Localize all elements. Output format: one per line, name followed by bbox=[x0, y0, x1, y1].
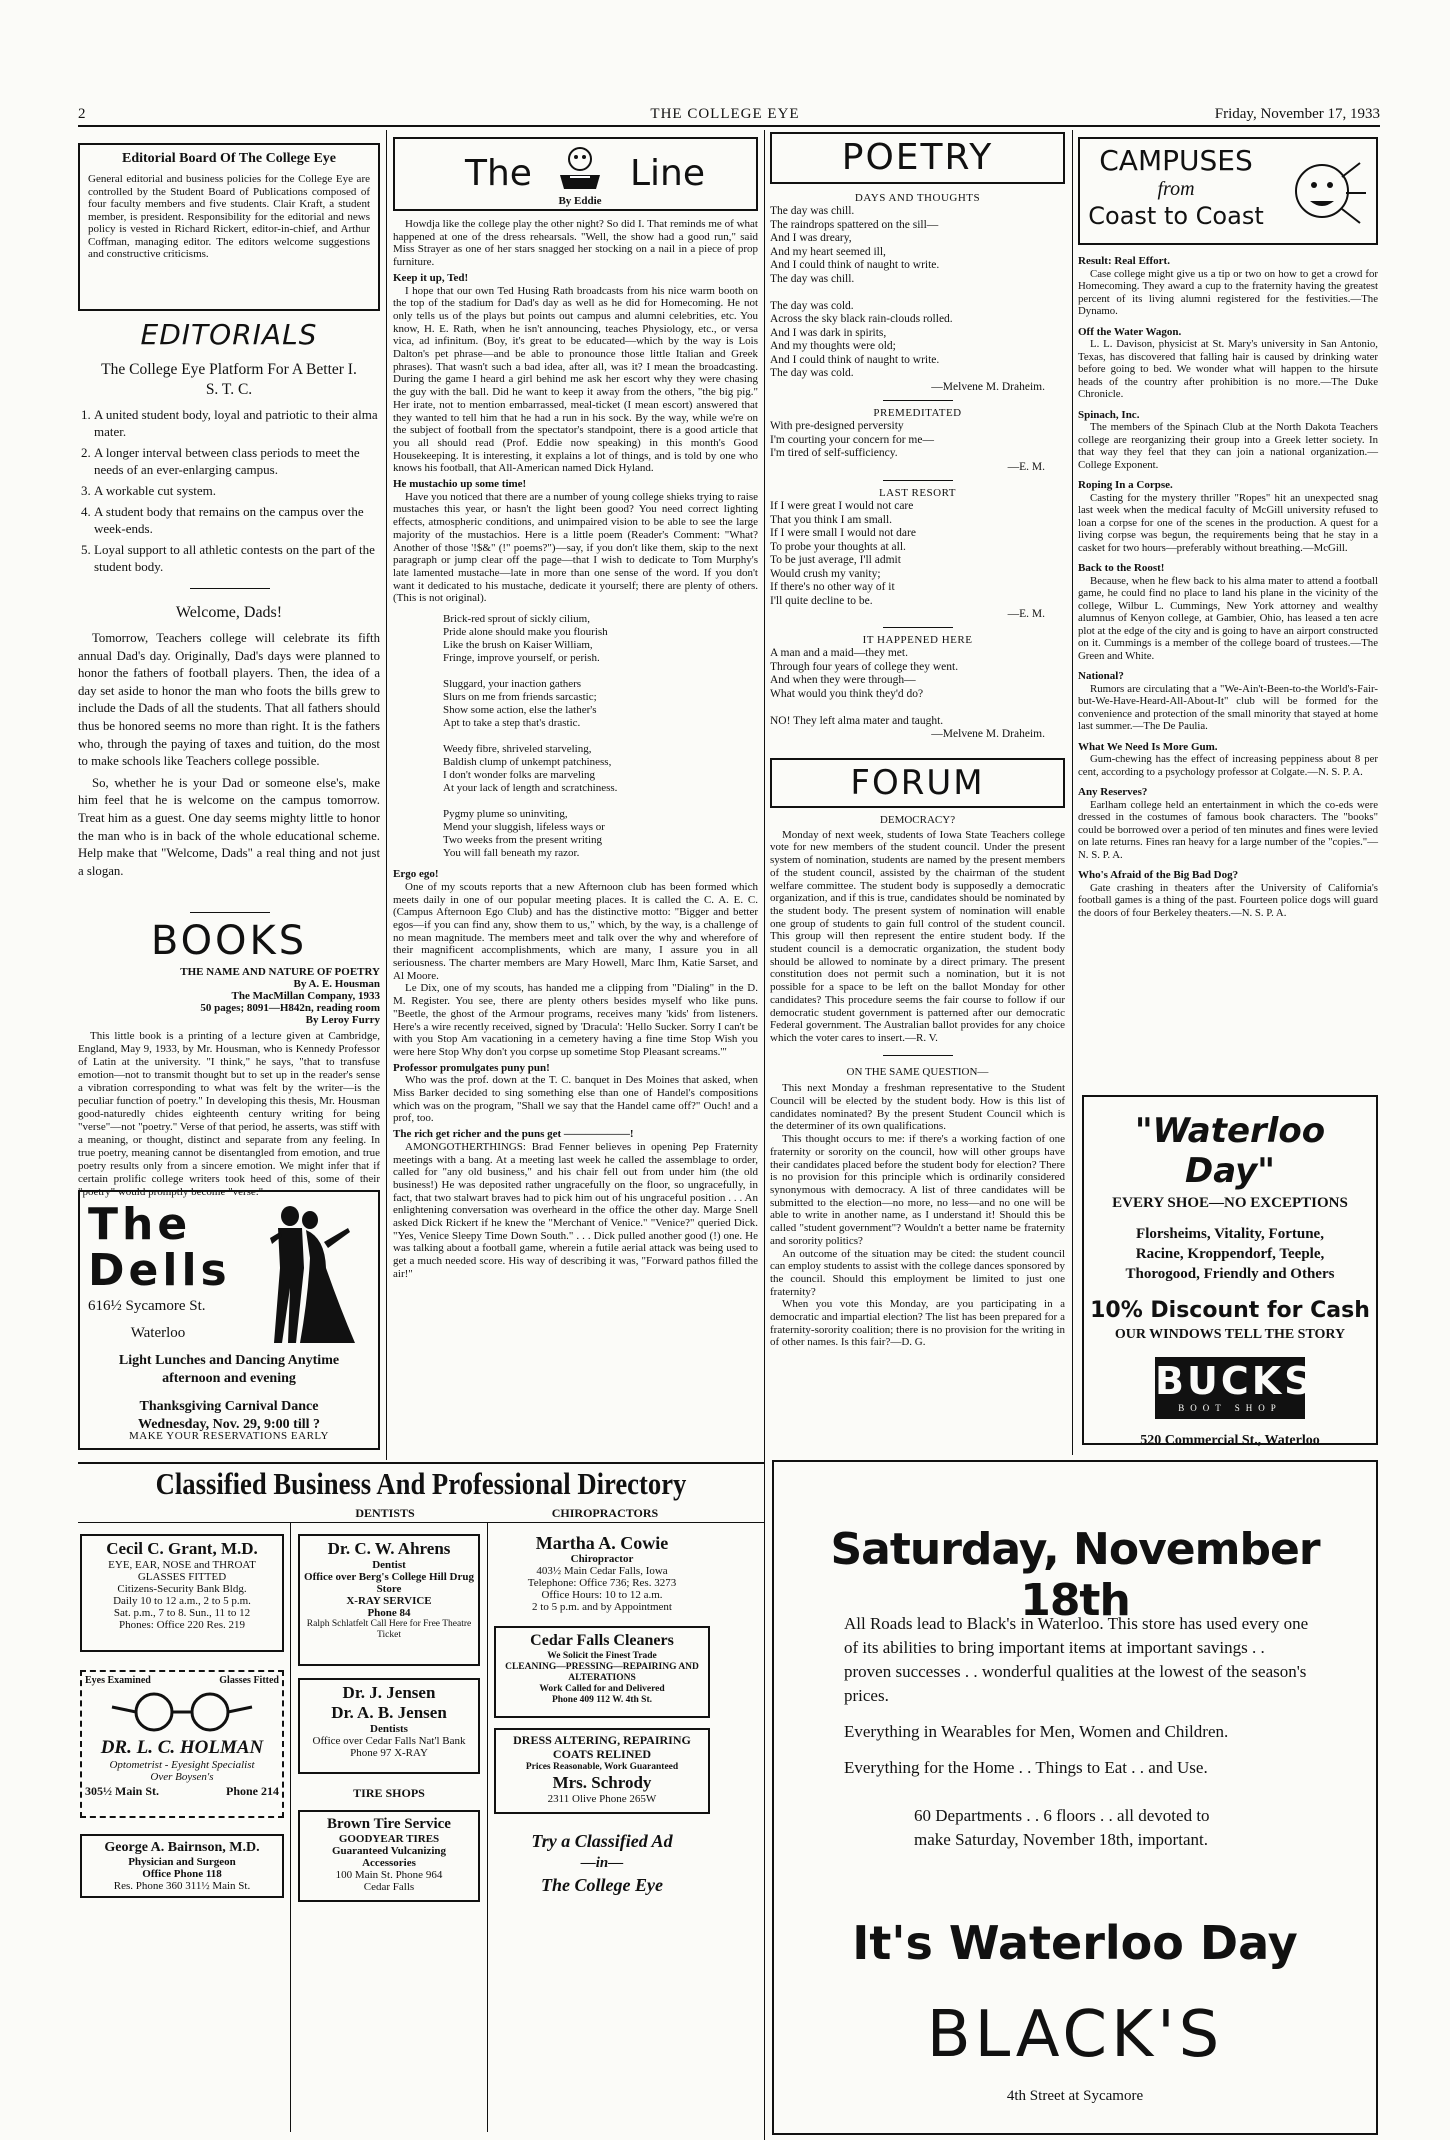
brown-name: Brown Tire Service bbox=[327, 1816, 451, 1832]
cowie-line: Chiropractor bbox=[570, 1553, 634, 1565]
divider bbox=[190, 588, 270, 589]
poem-author: —Melvene M. Draheim. bbox=[931, 728, 1045, 741]
directory-title: Classified Business And Professional Directory bbox=[155, 1466, 687, 1501]
line-title-left: The bbox=[465, 153, 532, 194]
schrody-line: Prices Reasonable, Work Guaranteed bbox=[525, 1762, 679, 1772]
brown-line: Cedar Falls bbox=[363, 1881, 415, 1893]
forum-paragraph: An outcome of the situation may be cited: the student council can employ students to assist with the college dances sponsored by the council. Should this employment be limited to just one fraternity? bbox=[770, 1247, 1065, 1298]
holman-title: Optometrist - Eyesight Specialist bbox=[109, 1759, 255, 1771]
welcome-text bbox=[78, 630, 380, 880]
line-paragraph: Howdja like the college play the other night? So did I. That reminds me of what happened at one of the dress rehearsals. "Well, the show had a good run," said Miss Strayer as one of her stars snagged her stocking on a nail in a piece of prop furniture. bbox=[393, 218, 758, 269]
forum-header bbox=[770, 758, 1065, 808]
blacks-store-name: BLACK'S bbox=[926, 1998, 1224, 2072]
cartoon-figure-icon bbox=[550, 143, 610, 193]
dells-name-line: Dells bbox=[88, 1245, 231, 1296]
bucks-line: Thorogood, Friendly and Others bbox=[1125, 1266, 1335, 1282]
bucks-address: 520 Commercial St., Waterloo bbox=[1140, 1433, 1320, 1448]
campus-item-body: L. L. Davison, physicist at St. Mary's university in San Antonio, Texas, has discovered that falling hair is caused by drinking water before going to bed. We wonder what will happen to the hirsute heads of the country after prohibition is no more.—The Duke Chronicle. bbox=[1078, 338, 1378, 400]
bairnson-card bbox=[80, 1834, 284, 1898]
bairnson-line: Physician and Surgeon bbox=[128, 1856, 236, 1868]
grant-line: EYE, EAR, NOSE and THROAT bbox=[108, 1559, 256, 1571]
campus-item-head: Any Reserves? bbox=[1078, 786, 1148, 798]
campuses-section bbox=[1078, 252, 1378, 919]
jensen-name: Dr. A. B. Jensen bbox=[331, 1703, 447, 1722]
classified-line: Try a Classified Ad bbox=[531, 1831, 673, 1851]
poem-title: PREMEDITATED bbox=[873, 406, 962, 419]
blacks-paragraph: 60 Departments . . 6 floors . . all devoted to make Saturday, November 18th, important. bbox=[914, 1806, 1210, 1849]
forum-paragraph: This next Monday a freshman representative to the Student Council will be elected by the student body. How is this list of candidates nominated? By the present Student Council which is the determiner of its own qualifications. bbox=[770, 1082, 1065, 1133]
poetry-header bbox=[770, 132, 1065, 184]
grant-name: Cecil C. Grant, M.D. bbox=[106, 1539, 258, 1558]
campus-item-head: Back to the Roost! bbox=[1078, 562, 1165, 574]
eyeglasses-icon bbox=[102, 1689, 262, 1735]
blacks-address: 4th Street at Sycamore bbox=[1006, 2088, 1144, 2104]
dancing-couple-illustration bbox=[230, 1198, 370, 1348]
campus-item-head: Result: Real Effort. bbox=[1078, 255, 1170, 267]
platform-item: 5. Loyal support to all athletic contests on the part of the student body. bbox=[94, 541, 380, 575]
dells-city: Waterloo bbox=[130, 1325, 186, 1341]
forum-heading: FORUM bbox=[850, 763, 985, 803]
classified-line: —in— bbox=[580, 1855, 624, 1871]
line-paragraph: AMONGOTHERTHINGS: Brad Fenner believes in opening Pep Fraternity meetings with a bang. At a meeting last week he called the assemblage to order, called for "any old business," and his chair fell out from under him (the old business!) He was deposited rather ungracefully on the floor, so ungracefully, in fact, that two stalwart braves had to pick him out of his ungraceful position . . . An enlightening conversation was overheard in the office the other day. Marge Snell asked Dick Rickert if he knew the "Merchant of Venice." "Venice?" queried Dick. "Yes, Venice Sleepy Time Down South." . . . Dick pulled another good (!) one. He was talking about a football game, wherein a futile aerial attack was being used to get a much needed score. His way of describing it was, "Forward pathos filled the air!" bbox=[393, 1140, 758, 1280]
grant-line: Sat. p.m., 7 to 8. Sun., 11 to 12 bbox=[113, 1607, 251, 1619]
dells-event-date: Wednesday, Nov. 29, 9:00 till ? bbox=[137, 1417, 321, 1432]
schrody-card bbox=[494, 1728, 710, 1814]
line-byline: By Eddie bbox=[558, 195, 602, 207]
issue-date: Friday, November 17, 1933 bbox=[1214, 106, 1380, 122]
book-reviewer: By Leroy Furry bbox=[305, 1014, 380, 1026]
directory-rule bbox=[78, 1522, 764, 1523]
poetry-heading: POETRY bbox=[841, 137, 994, 178]
forum-paragraph: When you vote this Monday, are you participating in a democratic and impartial election? The list has been prepared for a fraternity-sorority coalition; there is no provision for the writing in of other names. Is this fair?—D. G. bbox=[770, 1298, 1065, 1349]
book-title: THE NAME AND NATURE OF POETRY bbox=[180, 966, 380, 978]
forum-paragraph: This thought occurs to me: if there's a working faction of one fraternity or sorority on the council, how will other groups have their candidates placed before the student body for election? There is no provision for this principle which is ordinarily considered synonymous with democracy. A list of three candidates will be submitted to the election—no more, no less—and no one will be able to write in another name, as I understand it! Should this be called "student government"? Wouldn't a better name be fraternity and sorority politics? bbox=[770, 1133, 1065, 1247]
column-rule bbox=[290, 1522, 291, 2132]
bucks-discount: 10% Discount for Cash bbox=[1090, 1298, 1370, 1323]
bucks-logo bbox=[1155, 1357, 1315, 1419]
line-paragraph: One of my scouts reports that a new Afternoon club has been formed which meets daily in one of our popular meeting places. It is called the C. A. E. C. (Campus Afternoon Ego Club) and has the distinctive motto: "Bigger and better egos—if you can find any, show them to us," which, by the way, is a challenge of no mean magnitude. The members meet and talk over the why and wherefore of their magnificent accomplishments, which are many, I assure you in all seriousness. The charter members are Mary Howell, Marc Ihm, Katie Sarset, and Al Moore. bbox=[393, 880, 758, 982]
welcome-title: Welcome, Dads! bbox=[175, 604, 283, 621]
directory-rule bbox=[78, 1462, 764, 1464]
book-review bbox=[78, 966, 380, 1199]
campus-item-head: Roping In a Corpse. bbox=[1078, 479, 1173, 491]
schrody-line: DRESS ALTERING, REPAIRING bbox=[513, 1733, 691, 1747]
ahrens-card bbox=[298, 1534, 480, 1666]
book-info: 50 pages; 8091—H842n, reading room bbox=[200, 1002, 380, 1014]
poem-author: —Melvene M. Draheim. bbox=[931, 380, 1045, 393]
cartoon-face-icon bbox=[1280, 153, 1370, 233]
line-subhead: The rich get richer and the puns get ——————! bbox=[393, 1128, 634, 1141]
campus-item-body: Gum-chewing has the effect of increasing peppiness about 8 per cent, according to a psychology professor at Colgate.—N. S. P. A. bbox=[1078, 753, 1378, 778]
campus-item-body: Gate crashing in theaters after the University of California's football games is a thing of the past. Fourteen police dogs will guard the doors of four Berkeley theaters.—N. S. P. A. bbox=[1078, 881, 1378, 919]
column-rule bbox=[764, 130, 765, 2140]
poem-author: —E. M. bbox=[1007, 608, 1045, 621]
blacks-headline: Saturday, November 18th bbox=[830, 1524, 1320, 1626]
cowie-line: Office Hours: 10 to 12 a.m. bbox=[541, 1589, 663, 1601]
line-title-right: Line bbox=[630, 153, 706, 194]
campus-item-body: The members of the Spinach Club at the North Dakota Teachers college are reorganizing their group into a Greek letter society. In that way they feel that they can join a national organization.—College Exponent. bbox=[1078, 421, 1378, 471]
line-subhead: Professor promulgates puny pun! bbox=[393, 1061, 550, 1074]
campus-item-body: Case college might give us a tip or two on how to get a crowd for Homecoming. They award a cup to the fraternity having the greatest percent of its living alumni registered for the festivities.—The Dynamo. bbox=[1078, 267, 1378, 317]
chiropractors-label: CHIROPRACTORS bbox=[551, 1506, 659, 1520]
line-column-body bbox=[393, 218, 758, 1281]
campus-item-head: What We Need Is More Gum. bbox=[1078, 740, 1218, 753]
editorials-heading: EDITORIALS bbox=[140, 318, 318, 351]
masthead: THE COLLEGE EYE bbox=[650, 106, 800, 122]
poetry-section bbox=[770, 192, 1065, 742]
poem-title: LAST RESORT bbox=[878, 486, 957, 499]
editorial-board-box bbox=[78, 143, 380, 311]
header-rule bbox=[78, 125, 1380, 127]
campus-item-body: Earlham college held an entertainment in which the co-eds were dressed in the costumes of famous book characters. The "books" could be borrowed over a period of ten minutes and fines were levied on late returns. Fines ran heavy for a large number of the "copies."—N. S. P. A. bbox=[1078, 798, 1378, 861]
grant-line: GLASSES FITTED bbox=[137, 1571, 227, 1583]
brown-line: Accessories bbox=[362, 1857, 416, 1869]
campus-item-head: Spinach, Inc. bbox=[1078, 408, 1140, 421]
schrody-line: 2311 Olive Phone 265W bbox=[547, 1793, 657, 1805]
blacks-paragraph: All Roads lead to Black's in Waterloo. This store has used every one of its abilities to bring important items at important savings . . proven successes . . wonderful qualities at the lowest of the season's prices. bbox=[844, 1614, 1309, 1705]
platform-item: 4. A student body that remains on the campus over the week-ends. bbox=[94, 503, 380, 537]
ahrens-name: Dr. C. W. Ahrens bbox=[327, 1539, 451, 1558]
schrody-line: COATS RELINED bbox=[552, 1747, 652, 1761]
campuses-title: Coast to Coast bbox=[1088, 202, 1264, 230]
cowie-line: 403½ Main Cedar Falls, Iowa bbox=[536, 1565, 668, 1577]
mustache-poem: Brick-red sprout of sickly cilium, Pride alone should make you flourish Like the brush on Kaiser William, Fringe, improve yourself, or perish. Sluggard, your inaction gathers Slurs on me from friends sarcastic; Show some action, else the lather's Apt to take a step that's drastic. Weedy fibre, shriveled starveling, Baldish clump of unkempt patchiness, I don't wonder folks are marveling At your lack of length and scratchiness. Pygmy plume so uninviting, Mend your sluggish, lifeless ways or Two weeks from the present writing You will fall beneath my razor. bbox=[443, 613, 618, 860]
line-subhead: Keep it up, Ted! bbox=[393, 271, 469, 284]
poem-title: IT HAPPENED HERE bbox=[862, 634, 973, 647]
campuses-title: from bbox=[1157, 178, 1195, 200]
bucks-line: Florsheims, Vitality, Fortune, bbox=[1136, 1226, 1324, 1242]
forum-section bbox=[770, 814, 1065, 1349]
campuses-header bbox=[1078, 137, 1378, 245]
ahrens-line: Dentist bbox=[372, 1559, 406, 1571]
holman-top-right: Glasses Fitted bbox=[219, 1675, 279, 1686]
cowie-line: 2 to 5 p.m. and by Appointment bbox=[532, 1601, 672, 1613]
book-publisher: The MacMillan Company, 1933 bbox=[231, 990, 380, 1002]
platform-list bbox=[78, 406, 380, 575]
blacks-paragraph: Everything in Wearables for Men, Women and Children. bbox=[844, 1722, 1229, 1741]
poem-text: The day was chill. The raindrops spattered on the sill— And I was dreary, And my heart seemed ill, And I could think of naught to write. The day was chill. The day was cold. Across the sky black rain-clouds rolled. And I was dark in spirits, And my thoughts were old; And I could think of naught to write. The day was cold. bbox=[770, 205, 953, 380]
brown-tire-card bbox=[298, 1810, 480, 1902]
column-rule bbox=[386, 130, 387, 1460]
ahrens-line: Office over Berg's College Hill Drug Store bbox=[304, 1571, 474, 1595]
cleaners-line: CLEANING—PRESSING—REPAIRING AND ALTERATIONS bbox=[505, 1662, 699, 1683]
line-subhead: Ergo ego! bbox=[393, 868, 439, 881]
ahrens-line: Phone 84 bbox=[367, 1607, 411, 1619]
line-subhead: He mustachio up some time! bbox=[393, 478, 527, 491]
page-number: 2 bbox=[78, 106, 86, 122]
column-rule bbox=[1072, 130, 1073, 1455]
blacks-ad bbox=[772, 1460, 1378, 2135]
cowie-name: Martha A. Cowie bbox=[535, 1533, 669, 1553]
platform-item: 3. A workable cut system. bbox=[94, 482, 380, 499]
bairnson-line: Res. Phone 360 311½ Main St. bbox=[113, 1880, 251, 1892]
line-paragraph: I hope that our own Ted Husing Rath broadcasts from his nice warm booth on the top of the stadium for Dad's day as well as he did for Homecoming. He not only tells us of the plays but points out campus and alumni celebrities, etc. You know, H. E. Rath, when he isn't announcing, teaches Physiology, etc., or versa vica, ad infinitum. (Boy, it's great to be educated—which by the way is Lois Dalton's pet phrase—and be able to pronounce those little Italian and Greek phrases). That wasn't such a bad idea, after all, was it? I mean the broadcasting. During the game I heard a girl behind me ask her escort why they were chasing the guy with the ball. Did he want to keep it away from the others, "the big pig." Her irate, not to mention embarrassed, meal-ticket (I mean escort) answered that they wanted to tell him that he had a run in his sock. By the way, while we're on the subject of football from the spectator's standpoint, there is a good article that you all should read (Prof. Eddie now speaking) in this month's Good Housekeeping. It is interesting, it explains a lot of things, and is told by one who knows his football, that All-American named Dick Hyland. bbox=[393, 284, 758, 475]
forum-title: DEMOCRACY? bbox=[879, 814, 956, 826]
ahrens-line: Ralph Schlatfelt Call Here for Free Theatre Ticket bbox=[306, 1619, 472, 1640]
bucks-line: Racine, Kroppendorf, Teeple, bbox=[1135, 1246, 1325, 1262]
forum-title: ON THE SAME QUESTION— bbox=[846, 1065, 989, 1078]
jensen-line: Dentists bbox=[370, 1723, 408, 1735]
divider bbox=[190, 912, 270, 913]
bairnson-name: George A. Bairnson, M.D. bbox=[104, 1840, 260, 1855]
poem-text: If I were great I would not care That you think I am small. If I were small I would not dare To probe your thoughts at all. To be just average, I'll admit Would crush my vanity; If there's no other way of it I'll quite decline to be. bbox=[770, 500, 916, 607]
cleaners-line: Work Called for and Delivered bbox=[539, 1684, 665, 1694]
dells-address: 616½ Sycamore St. bbox=[88, 1298, 206, 1314]
campus-item-body: Because, when he flew back to his alma mater to attend a football game, he could find no place to land his plane in the vicinity of the college, Wilbur L. Cummings, New York attorney and wealthy alumnus of Kenyon college, at Gambier, Ohio, has leased a ten acre plot at the edge of the city and is going to have an airport constructed on it. Cummings is a member of the college board of trustees.—The Green and White. bbox=[1078, 574, 1378, 662]
platform-item: 1. A united student body, loyal and patriotic to their alma mater. bbox=[94, 406, 380, 440]
bairnson-line: Office Phone 118 bbox=[142, 1868, 222, 1880]
column-rule bbox=[487, 1522, 488, 2132]
books-heading: BOOKS bbox=[150, 918, 308, 964]
campus-item-head: Off the Water Wagon. bbox=[1078, 325, 1182, 338]
brown-line: Guaranteed Vulcanizing bbox=[332, 1845, 446, 1857]
dells-footer: MAKE YOUR RESERVATIONS EARLY bbox=[129, 1430, 329, 1442]
line-paragraph: Who was the prof. down at the T. C. banquet in Des Moines that asked, when Miss Barker decided to sing something else than one of Handel's compositions which was on the program, "Shall we say that the Handel came off?" Ouch! and a prof, too. bbox=[393, 1074, 758, 1125]
campus-item-head: National? bbox=[1078, 670, 1124, 682]
grant-card bbox=[80, 1534, 284, 1652]
tire-shops-label: TIRE SHOPS bbox=[353, 1786, 425, 1800]
dells-event: Thanksgiving Carnival Dance bbox=[139, 1399, 319, 1414]
poem-text: With pre-designed perversity I'm courting your concern for me— I'm tired of self-sufficiency. bbox=[770, 420, 934, 460]
holman-name: DR. L. C. HOLMAN bbox=[100, 1737, 264, 1758]
classified-ad-card bbox=[494, 1826, 710, 1910]
cleaners-line: Phone 409 112 W. 4th St. bbox=[551, 1695, 653, 1705]
line-paragraph: Le Dix, one of my scouts, has handed me a clipping from "Dialing" in the D. M. Register. You see, there are plenty others besides myself who like puns. "Beetle, the ghost of the Armour programs, receives many 'kids' from listeners. Here's a wire recently received, signed by 'Dracula': 'Hello Sucker. Sorry I can't be with you Stop Am vacationing in a cemetery having a fine time Stop Wish you were here Stop Why don't you corpse up sometime Stop Pleasant screams.'" bbox=[393, 982, 758, 1058]
holman-top-left: Eyes Examined bbox=[85, 1675, 151, 1686]
campuses-title: CAMPUSES bbox=[1099, 144, 1253, 177]
ahrens-line: X-RAY SERVICE bbox=[346, 1595, 432, 1607]
jensen-line: Phone 97 X-RAY bbox=[350, 1747, 428, 1759]
cleaners-card bbox=[494, 1626, 710, 1718]
classified-line: The College Eye bbox=[541, 1875, 663, 1895]
holman-phone: Phone 214 bbox=[225, 1784, 279, 1798]
dells-tagline: Light Lunches and Dancing Anytime bbox=[118, 1353, 340, 1368]
book-author: By A. E. Housman bbox=[293, 978, 380, 990]
forum-paragraph: Monday of next week, students of Iowa State Teachers college vote for new members of the student council. Under the present system of nomination, students are named by the present members of the student council, assisted by the chairman of the student welfare committee. The student body is supposedly a democratic organization, and if this is true, candidates should be nominated by the student body. The present system of nomination will enable one group of students to gain full control of the student council. This group will then represent the entire student body. If the student council is a democratic organization, the student body should be allowed to nominate by a direct primary. The present constitution does not permit such a nomination, but it is not possible for a space to be left on the ballot Monday for other candidates? This procedure seems the fair course to follow if our democratic student government is patterned after our democratic Federal government. The Australian ballot provides for any choice which the voter cares to insert.—R. V. bbox=[770, 828, 1065, 1044]
bucks-logo-sub: BOOT SHOP bbox=[1178, 1403, 1282, 1413]
holman-address: 305½ Main St. bbox=[85, 1784, 160, 1798]
bucks-line: EVERY SHOE—NO EXCEPTIONS bbox=[1112, 1195, 1348, 1211]
campus-item-body: Rumors are circulating that a "We-Ain't-Been-to-the World's-Fair-but-We-Have-Heard-All-About-It" club will be formed for the convenience and protection of the small minority that stayed at home last summer.—The De Paulia. bbox=[1078, 682, 1378, 732]
dells-tagline: afternoon and evening bbox=[162, 1371, 296, 1386]
cleaners-name: Cedar Falls Cleaners bbox=[530, 1632, 674, 1649]
bucks-title: "Waterloo Day" bbox=[1134, 1111, 1326, 1191]
book-review-body: This little book is a printing of a lecture given at Cambridge, England, May 9, 1933, by Mr. Housman, who is Kennedy Professor of Latin at the university. "I think," he says, "that to transfuse emotion—not to transmit thought but to set up in the reader's sense a vibration corresponding to what was felt by the writer—is the peculiar function of poetry." In developing this thesis, Mr. Housman good-naturedly chides eighteenth century writing for being "verse"—not "poetry." Verse of that period, he asserts, was stiff with a meaning, or thought, distinct and separate from any feeling. In true poetry, meaning cannot be disentangled from emotion, and true poetry results only from a sincere emotion. We might infer that if certain prolific college writers took heed of this, some of their "poetry" would promptly become "verse." bbox=[78, 1030, 380, 1198]
dentists-label: DENTISTS bbox=[355, 1506, 415, 1520]
dells-name bbox=[88, 1199, 231, 1342]
holman-card bbox=[80, 1670, 284, 1818]
cleaners-line: We Solicit the Finest Trade bbox=[547, 1651, 657, 1661]
poem-title: DAYS AND THOUGHTS bbox=[854, 192, 981, 204]
dells-ad bbox=[78, 1190, 380, 1450]
bucks-line: OUR WINDOWS TELL THE STORY bbox=[1114, 1327, 1346, 1342]
brown-line: GOODYEAR TIRES bbox=[338, 1833, 440, 1845]
grant-line: Phones: Office 220 Res. 219 bbox=[119, 1619, 245, 1631]
bucks-logo-text: BUCKS bbox=[1155, 1359, 1315, 1403]
welcome-paragraph: So, whether he is your Dad or someone else's, make him feel that he is welcome on the campus tomorrow. Treat him as a guest. One day seems mighty little to honor the man who is in back of the whole educational scheme. Help make that "Welcome, Dads" a real thing and not just a slogan. bbox=[78, 775, 380, 878]
cowie-line: Telephone: Office 736; Res. 3273 bbox=[527, 1577, 677, 1589]
jensen-name: Dr. J. Jensen bbox=[342, 1683, 436, 1702]
poem-text: A man and a maid—they met. Through four years of college they went. And when they were through— What would you think they'd do? NO! They left alma mater and taught. bbox=[770, 647, 959, 727]
editorial-board-title: Editorial Board Of The College Eye bbox=[121, 151, 336, 166]
line-column-header bbox=[393, 137, 758, 211]
editorial-board-body: General editorial and business policies for the College Eye are controlled by the Student Board of Publications composed of four faculty members and five students. Clair Kraft, a student member, is president. Responsibility for the editorial and news policy is vested in Richard Rickert, editor-in-chief, and Arthur Coffman, managing editor. The editors welcome suggestions and constructive criticisms. bbox=[88, 173, 370, 260]
welcome-paragraph: Tomorrow, Teachers college will celebrate its fifth annual Dad's day. Originally, Dad's days were planned to honor the fathers of football players. Then, the idea of a day set aside to honor the man who foots the bills grew to include the Dads of all the students. That all fathers should thus be honored seems no more than right. It is the fathers who, through the paying of taxes and tuition, do the most to make schools like Teachers college possible. bbox=[78, 631, 380, 769]
cowie-card bbox=[494, 1530, 710, 1616]
blacks-paragraph: Everything for the Home . . Things to Eat . . and Use. bbox=[844, 1758, 1208, 1777]
jensen-card bbox=[298, 1678, 480, 1774]
blacks-slogan: It's Waterloo Day bbox=[852, 1916, 1298, 1970]
line-paragraph: Have you noticed that there are a number of young college shieks trying to raise mustaches this year, or hasn't the light been good? You need correct lighting effects, atmospheric conditions, and unimpaired vision to be able to see the large majority of the mustachios. Here is a little poem (Reader's Comment: "What? Another of those '!$&" (!" poems?")—say, if you don't like them, skip to the next paragraph or jump clear off the page—that I wish to dedicate to Tom Murphy's late lamented mustache—late in more than one sense of the word. If you don't want it dedicated to his mustache, dedicate it yourself; there are plenty of others. (This is not original). bbox=[393, 490, 758, 605]
grant-line: Citizens-Security Bank Bldg. bbox=[117, 1583, 247, 1595]
campus-item-body: Casting for the mystery thriller "Ropes" hit an unexpected snag last week when the medical faculty of McGill university refused to loan a corpse for one of the scenes in the production. A quest for a living corpse was begun, the requirements being that he stay in a casket for two hours—preferably without breathing.—McGill. bbox=[1078, 491, 1378, 554]
brown-line: 100 Main St. Phone 964 bbox=[335, 1869, 443, 1881]
platform-title: The College Eye Platform For A Better I. S. T. C. bbox=[101, 361, 357, 398]
grant-line: Daily 10 to 12 a.m., 2 to 5 p.m. bbox=[113, 1595, 251, 1607]
campus-item-head: Who's Afraid of the Big Bad Dog? bbox=[1078, 869, 1239, 881]
bucks-ad bbox=[1082, 1095, 1378, 1448]
poem-author: —E. M. bbox=[1007, 460, 1045, 473]
dells-name-line: The bbox=[88, 1199, 192, 1250]
jensen-line: Office over Cedar Falls Nat'l Bank bbox=[312, 1735, 466, 1747]
schrody-name: Mrs. Schrody bbox=[552, 1773, 652, 1792]
platform-item: 2. A longer interval between class periods to meet the needs of an ever-enlarging campus. bbox=[94, 444, 380, 478]
holman-line: Over Boysen's bbox=[150, 1771, 214, 1783]
